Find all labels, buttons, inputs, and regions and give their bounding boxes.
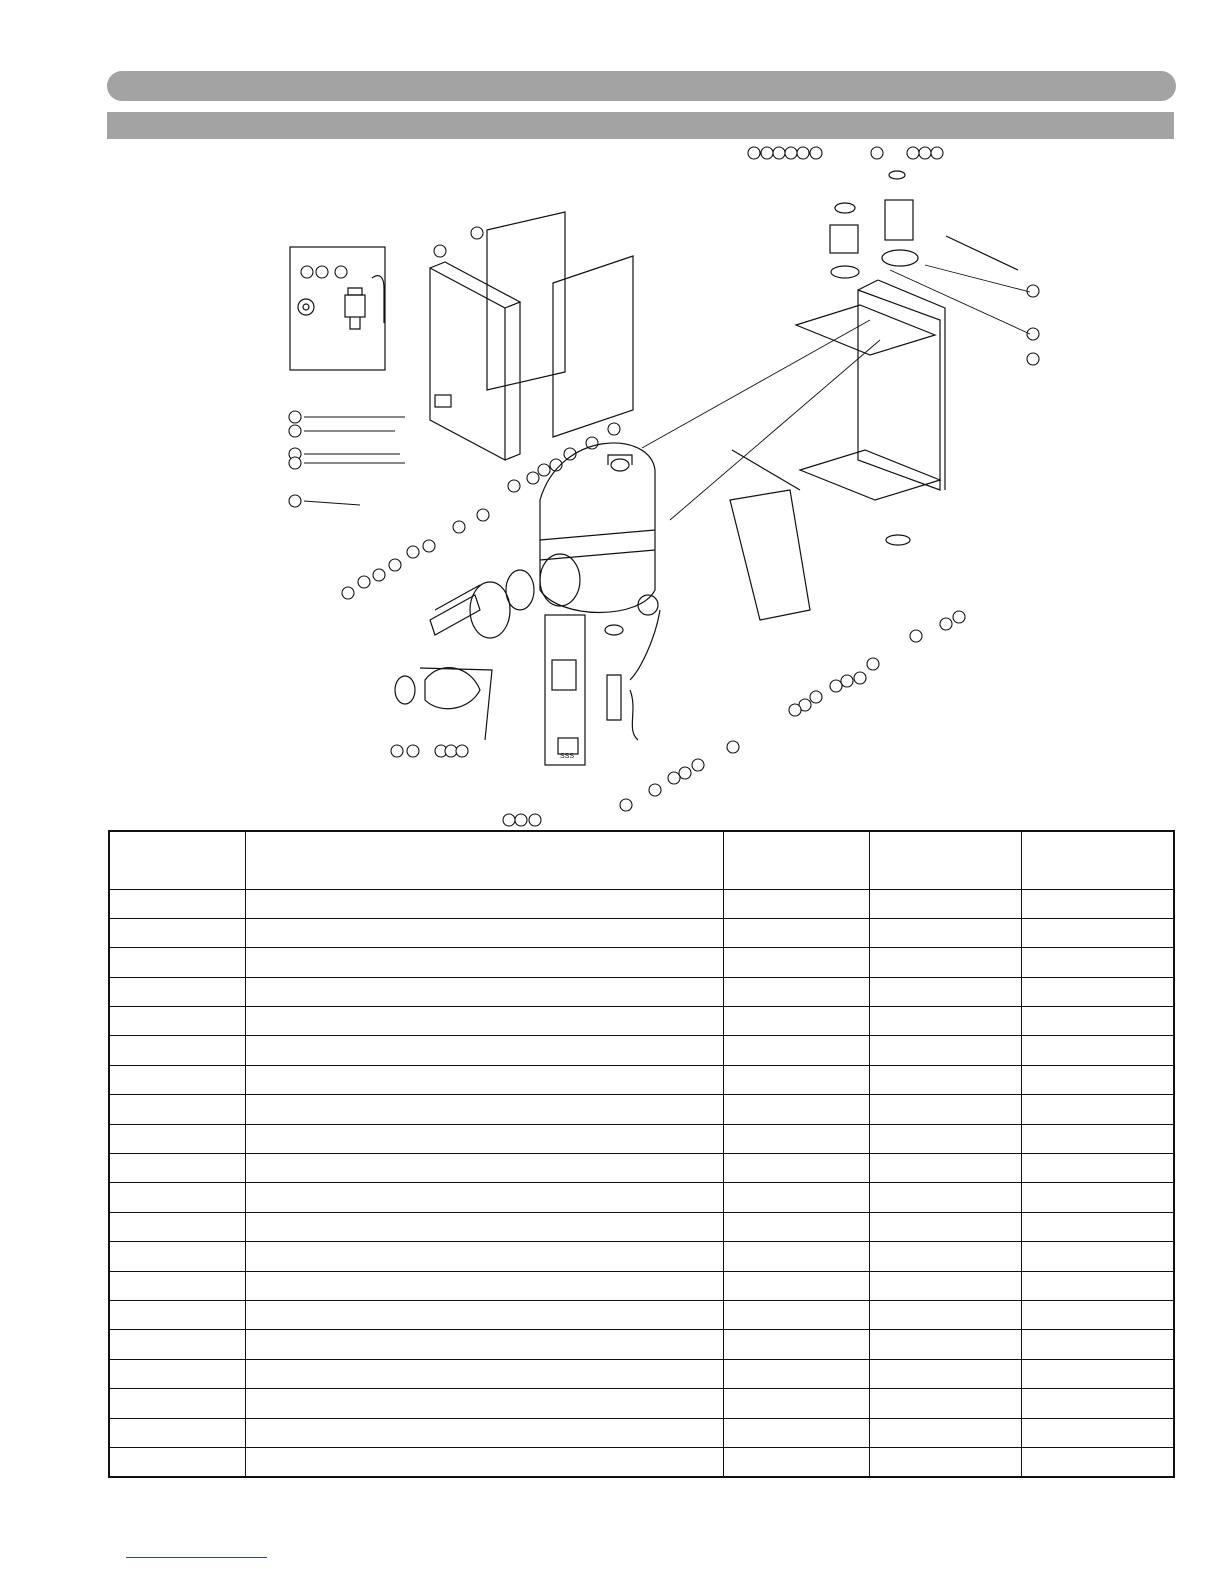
table-cell [723, 977, 869, 1006]
callout-bubble [649, 784, 661, 796]
table-cell [723, 1183, 869, 1212]
table-cell [245, 1095, 723, 1124]
callout-bubble [538, 464, 550, 476]
table-cell [1021, 1212, 1174, 1241]
table-cell [1021, 1359, 1174, 1388]
callout-bubble [316, 266, 328, 278]
callout-bubble [1027, 328, 1039, 340]
callout-bubble [789, 704, 801, 716]
callout-bubble [389, 559, 401, 571]
table-cell [109, 889, 245, 918]
table-row [109, 918, 1174, 947]
table-cell [109, 1036, 245, 1065]
table-cell [245, 1212, 723, 1241]
table-cell [1021, 1065, 1174, 1094]
air-intake-adapter [885, 200, 913, 240]
table-cell [1021, 1300, 1174, 1329]
exploded-parts-diagram [0, 140, 1224, 830]
table-cell [869, 1065, 1021, 1094]
table-cell [245, 1330, 723, 1359]
table-cell [245, 889, 723, 918]
table-cell [109, 948, 245, 977]
table-cell [723, 1036, 869, 1065]
callout-bubble [1027, 285, 1039, 297]
table-cell [869, 1330, 1021, 1359]
table-cell [1021, 948, 1174, 977]
callout-bubble [854, 672, 866, 684]
table-cell [869, 889, 1021, 918]
table-row [109, 1418, 1174, 1447]
table-cell [1021, 1242, 1174, 1271]
table-cell [869, 1124, 1021, 1153]
callout-bubble [620, 799, 632, 811]
table-cell [245, 1389, 723, 1418]
table-cell [109, 1124, 245, 1153]
vent-adapter [830, 225, 858, 253]
table-cell [245, 1418, 723, 1447]
callout-bubbles [289, 147, 1039, 826]
table-cell [723, 1154, 869, 1183]
table-cell [1021, 1447, 1174, 1476]
table-cell [723, 918, 869, 947]
callout-bubble [608, 423, 620, 435]
table-cell [869, 1242, 1021, 1271]
callout-bubble [471, 227, 483, 239]
callout-bubble [940, 618, 952, 630]
table-cell [723, 1124, 869, 1153]
callout-bubble [335, 266, 347, 278]
table-cell [245, 1300, 723, 1329]
table-row [109, 1065, 1174, 1094]
col-header-item [109, 831, 245, 889]
callout-bubble [289, 457, 301, 469]
table-cell [109, 977, 245, 1006]
control-box [730, 490, 810, 620]
callout-bubble [456, 745, 468, 757]
table-cell [109, 1300, 245, 1329]
table-cell [723, 1095, 869, 1124]
table-row [109, 1242, 1174, 1271]
table-cell [109, 1095, 245, 1124]
table-header-row [109, 831, 1174, 889]
callout-bubble [953, 611, 965, 623]
table-cell [109, 1183, 245, 1212]
callout-bubble [477, 509, 489, 521]
callout-bubble [692, 759, 704, 771]
table-cell [869, 1447, 1021, 1476]
table-cell [1021, 1330, 1174, 1359]
table-cell [1021, 1095, 1174, 1124]
callout-bubble [289, 495, 301, 507]
callout-bubble [373, 569, 385, 581]
table-cell [1021, 1389, 1174, 1418]
table-cell [245, 1007, 723, 1036]
table-cell [723, 1418, 869, 1447]
table-cell [245, 918, 723, 947]
table-cell [1021, 1124, 1174, 1153]
table-cell [109, 1359, 245, 1388]
footer-link-underline[interactable] [126, 1557, 267, 1558]
table-cell [109, 1242, 245, 1271]
table-row [109, 889, 1174, 918]
callout-bubble [529, 814, 541, 826]
col-header-description [245, 831, 723, 889]
table-cell [1021, 977, 1174, 1006]
table-cell [723, 1300, 869, 1329]
table-cell [869, 1007, 1021, 1036]
callout-bubble [810, 147, 822, 159]
table-cell [869, 1095, 1021, 1124]
table-cell [109, 1212, 245, 1241]
table-row [109, 948, 1174, 977]
blower [425, 668, 480, 709]
table-cell [245, 1271, 723, 1300]
callout-bubble [503, 814, 515, 826]
table-cell [869, 1154, 1021, 1183]
table-cell [109, 1154, 245, 1183]
table-cell [723, 1007, 869, 1036]
table-cell [109, 1065, 245, 1094]
table-cell [1021, 1183, 1174, 1212]
callout-bubble [910, 630, 922, 642]
table-row [109, 1154, 1174, 1183]
table-cell [723, 1212, 869, 1241]
table-cell [869, 977, 1021, 1006]
table-cell [1021, 889, 1174, 918]
table-cell [869, 1300, 1021, 1329]
callout-bubble [919, 147, 931, 159]
table-row [109, 1389, 1174, 1418]
table-cell [869, 1036, 1021, 1065]
callout-bubble [407, 745, 419, 757]
table-row [109, 1183, 1174, 1212]
callout-bubble [301, 266, 313, 278]
table-cell [723, 1389, 869, 1418]
table-cell [245, 977, 723, 1006]
callout-bubble [434, 245, 446, 257]
parts-table [108, 830, 1175, 1478]
callout-bubble [407, 546, 419, 558]
table-row [109, 1124, 1174, 1153]
table-cell [245, 1065, 723, 1094]
table-cell [245, 1154, 723, 1183]
callout-bubble [1027, 353, 1039, 365]
callout-bubble [785, 147, 797, 159]
callout-bubble [931, 147, 943, 159]
table-cell [109, 1447, 245, 1476]
table-row [109, 1359, 1174, 1388]
callout-bubble [391, 745, 403, 757]
burner-plate [470, 582, 510, 638]
section-header-bar [107, 71, 1176, 101]
table-row [109, 1212, 1174, 1241]
table-row [109, 1036, 1174, 1065]
table-row [109, 1447, 1174, 1476]
table-cell [1021, 1271, 1174, 1300]
table-cell [723, 889, 869, 918]
inset-detail-box [290, 247, 385, 370]
table-cell [109, 1418, 245, 1447]
callout-bubble [871, 147, 883, 159]
callout-bubble [515, 814, 527, 826]
callout-bubble [445, 745, 457, 757]
table-cell [1021, 1418, 1174, 1447]
burner-tube [430, 595, 480, 635]
table-cell [1021, 1154, 1174, 1183]
callout-bubble [867, 658, 879, 670]
col-header-5 [1021, 831, 1174, 889]
table-cell [869, 1389, 1021, 1418]
table-cell [869, 918, 1021, 947]
callout-bubble [453, 521, 465, 533]
callout-bubble [358, 576, 370, 588]
table-cell [245, 1036, 723, 1065]
callout-bubble [289, 425, 301, 437]
callout-bubble [797, 147, 809, 159]
table-cell [723, 1065, 869, 1094]
table-cell [869, 1271, 1021, 1300]
table-cell [723, 1242, 869, 1271]
table-cell [245, 1242, 723, 1271]
callout-bubble [841, 675, 853, 687]
table-cell [723, 1359, 869, 1388]
table-cell [723, 1271, 869, 1300]
table-row [109, 1095, 1174, 1124]
callout-bubble [748, 147, 760, 159]
gas-valve-label: SSS [559, 753, 575, 760]
table-cell [723, 948, 869, 977]
col-header-4 [869, 831, 1021, 889]
table-cell [1021, 1036, 1174, 1065]
table-cell [723, 1447, 869, 1476]
callout-bubble [289, 411, 301, 423]
table-cell [109, 918, 245, 947]
top-rail [946, 236, 1018, 270]
table-cell [1021, 918, 1174, 947]
table-cell [245, 1124, 723, 1153]
callout-bubble [527, 472, 539, 484]
table-row [109, 1007, 1174, 1036]
heat-exchanger [540, 443, 655, 613]
subsection-header-bar [107, 112, 1174, 139]
table-cell [245, 948, 723, 977]
condensate-trap [607, 675, 621, 720]
table-row [109, 1300, 1174, 1329]
table-cell [109, 1271, 245, 1300]
table-cell [869, 948, 1021, 977]
callout-bubble [773, 147, 785, 159]
table-cell [109, 1389, 245, 1418]
callout-bubble [907, 147, 919, 159]
callout-bubble [830, 680, 842, 692]
callout-bubble [342, 587, 354, 599]
table-row [109, 977, 1174, 1006]
callout-bubble [508, 480, 520, 492]
table-cell [869, 1418, 1021, 1447]
callout-bubble [727, 741, 739, 753]
table-cell [1021, 1007, 1174, 1036]
table-row [109, 1271, 1174, 1300]
table-row [109, 1330, 1174, 1359]
table-cell [109, 1330, 245, 1359]
callout-bubble [810, 691, 822, 703]
table-cell [869, 1212, 1021, 1241]
table-cell [245, 1359, 723, 1388]
callout-bubble [679, 767, 691, 779]
table-cell [109, 1007, 245, 1036]
table-cell [245, 1183, 723, 1212]
table-cell [723, 1330, 869, 1359]
table-cell [245, 1447, 723, 1476]
table-cell [869, 1183, 1021, 1212]
col-header-3 [723, 831, 869, 889]
callout-bubble [423, 540, 435, 552]
table-cell [869, 1359, 1021, 1388]
front-panel [430, 268, 505, 460]
callout-bubble [668, 772, 680, 784]
callout-bubble [761, 147, 773, 159]
